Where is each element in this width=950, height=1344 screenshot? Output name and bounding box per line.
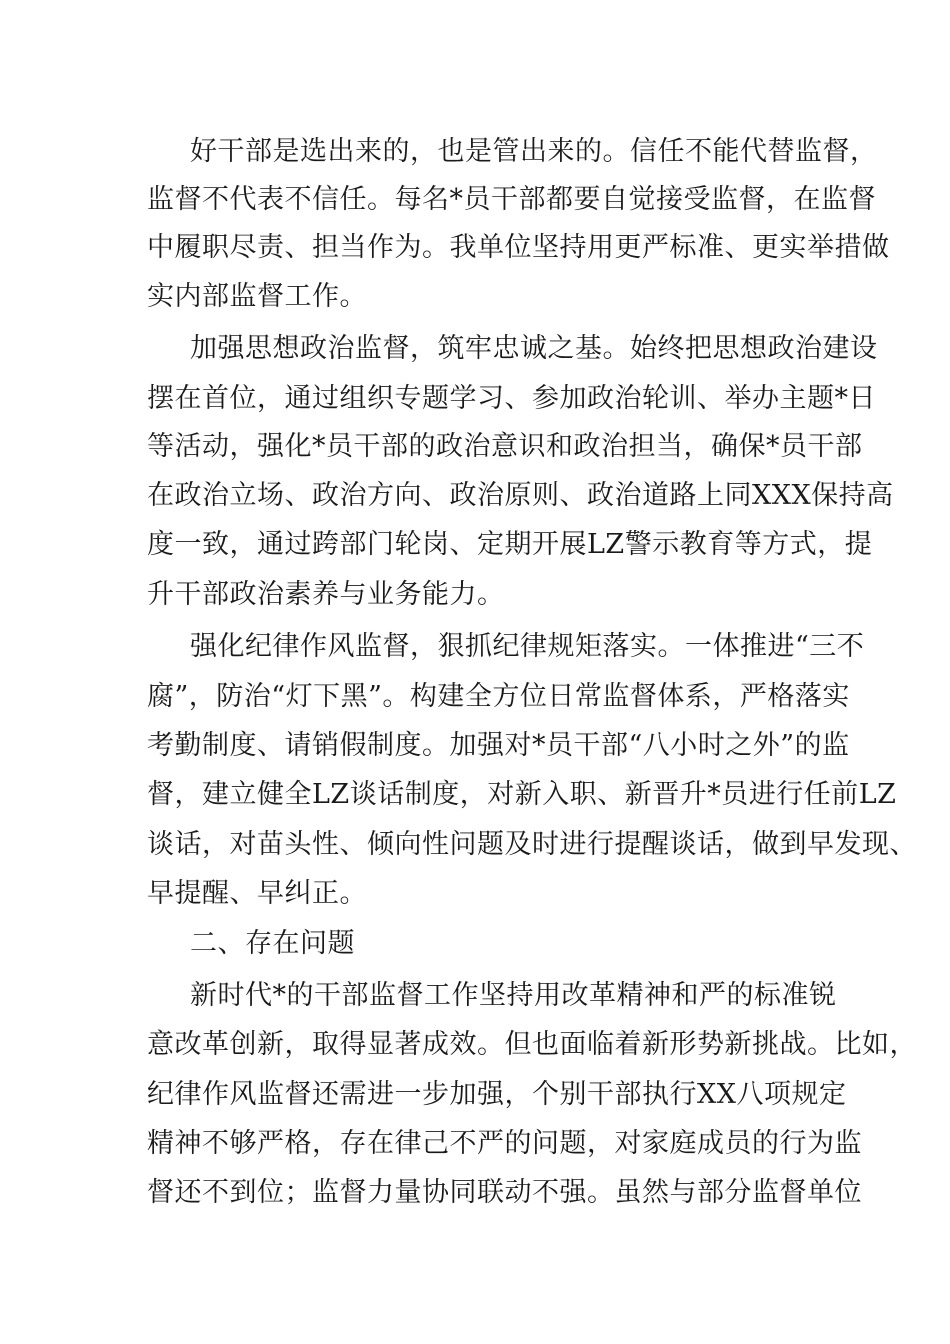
paragraph-line: 早提醒、早纠正。 (147, 878, 367, 909)
paragraph-line: 监督不代表不信任。每名*员干部都要自觉接受监督，在监督 (147, 184, 876, 215)
paragraph-line: 腐”，防治“灯下黑”。构建全方位日常监督体系，严格落实 (147, 681, 850, 712)
paragraph-line: 新时代*的干部监督工作坚持用改革精神和严的标准锐 (190, 980, 837, 1011)
paragraph-line: 度一致，通过跨部门轮岗、定期开展LZ警示教育等方式，提 (147, 529, 873, 560)
paragraph-line: 在政治立场、政治方向、政治原则、政治道路上同XXX保持高 (147, 480, 894, 511)
paragraph-line: 等活动，强化*员干部的政治意识和政治担当，确保*员干部 (147, 431, 863, 462)
paragraph-line: 实内部监督工作。 (147, 281, 367, 312)
section-heading: 二、存在问题 (190, 928, 355, 959)
paragraph-line: 意改革创新，取得显著成效。但也面临着新形势新挑战。比如， (147, 1029, 917, 1060)
paragraph-line: 督，建立健全LZ谈话制度，对新入职、新晋升*员进行任前LZ (147, 779, 897, 810)
paragraph-line: 考勤制度、请销假制度。加强对*员干部“八小时之外”的监 (147, 730, 850, 761)
paragraph-line: 摆在首位，通过组织专题学习、参加政治轮训、举办主题*日 (147, 383, 876, 414)
paragraph-line: 督还不到位；监督力量协同联动不强。虽然与部分监督单位 (147, 1177, 862, 1208)
paragraph-line: 升干部政治素养与业务能力。 (147, 579, 505, 610)
paragraph-line: 好干部是选出来的，也是管出来的。信任不能代替监督， (190, 136, 878, 167)
paragraph-line: 中履职尽责、担当作为。我单位坚持用更严标准、更实举措做 (147, 232, 890, 263)
paragraph-line: 精神不够严格，存在律己不严的问题，对家庭成员的行为监 (147, 1128, 862, 1159)
paragraph-line: 加强思想政治监督，筑牢忠诚之基。始终把思想政治建设 (190, 333, 878, 364)
paragraph-line: 纪律作风监督还需进一步加强，个别干部执行XX八项规定 (147, 1079, 847, 1110)
paragraph-line: 强化纪律作风监督，狠抓纪律规矩落实。一体推进“三不 (190, 631, 865, 662)
paragraph-line: 谈话，对苗头性、倾向性问题及时进行提醒谈话，做到早发现、 (147, 829, 917, 860)
